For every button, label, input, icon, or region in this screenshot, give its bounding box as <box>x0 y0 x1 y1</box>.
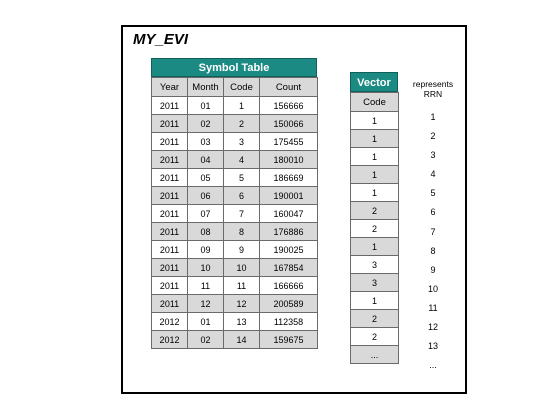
vector-cell: 1 <box>351 112 399 130</box>
table-cell: 2012 <box>152 313 188 331</box>
list-item <box>351 202 399 220</box>
table-row <box>152 187 318 205</box>
table-cell: 04 <box>188 151 224 169</box>
table-cell: 2011 <box>152 115 188 133</box>
column-header: Code <box>351 93 399 112</box>
table-cell: 2011 <box>152 205 188 223</box>
list-item <box>351 346 399 364</box>
table-cell: 175455 <box>260 133 318 151</box>
rrn-value: 10 <box>427 283 438 294</box>
table-cell: 2012 <box>152 331 188 349</box>
column-header: Year <box>152 78 188 97</box>
table-cell: 11 <box>224 277 260 295</box>
table-cell: 09 <box>188 241 224 259</box>
rrn-label <box>401 79 465 108</box>
column-header: Code <box>224 78 260 97</box>
list-item <box>351 184 399 202</box>
list-item <box>351 292 399 310</box>
table-cell: 03 <box>188 133 224 151</box>
vector-cell: 2 <box>351 328 399 346</box>
table-row <box>152 331 318 349</box>
table-cell: 2011 <box>152 187 188 205</box>
table-cell: 2011 <box>152 259 188 277</box>
table-cell: 160047 <box>260 205 318 223</box>
table-row <box>152 205 318 223</box>
table-cell: 2011 <box>152 151 188 169</box>
table-row <box>152 169 318 187</box>
table-cell: 3 <box>224 133 260 151</box>
rrn-value: 1 <box>430 112 436 122</box>
table-cell: 1 <box>224 97 260 115</box>
vector-header: Vector <box>350 72 398 92</box>
table-cell: 2011 <box>152 241 188 259</box>
vector-cell: 2 <box>351 310 399 328</box>
rrn-column <box>401 79 465 375</box>
table-cell: 2011 <box>152 295 188 313</box>
list-item <box>351 310 399 328</box>
table-cell: 8 <box>224 223 260 241</box>
list-item <box>351 166 399 184</box>
table-cell: 150066 <box>260 115 318 133</box>
vector-cell: 1 <box>351 184 399 202</box>
list-item <box>351 148 399 166</box>
table-cell: 05 <box>188 169 224 187</box>
table-cell: 190025 <box>260 241 318 259</box>
table-cell: 2011 <box>152 133 188 151</box>
rrn-value: 8 <box>430 245 436 256</box>
table-cell: 200589 <box>260 295 318 313</box>
vector-cell: ... <box>351 346 399 364</box>
rrn-value: 13 <box>427 341 438 352</box>
rrn-value: 2 <box>430 131 436 142</box>
table-cell: 01 <box>188 97 224 115</box>
table-cell: 08 <box>188 223 224 241</box>
rrn-value: 6 <box>430 207 436 218</box>
table-cell: 11 <box>188 277 224 295</box>
vector-cell: 2 <box>351 220 399 238</box>
list-item <box>351 112 399 130</box>
table-row <box>152 295 318 313</box>
table-row <box>152 223 318 241</box>
list-item <box>351 130 399 148</box>
table-cell: 14 <box>224 331 260 349</box>
list-item <box>351 220 399 238</box>
vector-grid <box>350 92 399 364</box>
table-cell: 2011 <box>152 169 188 187</box>
column-header: Month <box>188 78 224 97</box>
table-row <box>152 277 318 295</box>
table-cell: 5 <box>224 169 260 187</box>
rrn-value: 12 <box>427 322 438 333</box>
table-row <box>152 313 318 331</box>
table-cell: 10 <box>224 259 260 277</box>
table-cell: 7 <box>224 205 260 223</box>
list-item <box>351 238 399 256</box>
rrn-value: 7 <box>430 226 436 237</box>
rrn-label-line2: RRN <box>423 89 443 99</box>
vector-cell: 3 <box>351 256 399 274</box>
vector-cell: 1 <box>351 148 399 166</box>
vector-cell: 1 <box>351 130 399 148</box>
table-cell: 10 <box>188 259 224 277</box>
table-cell: 186669 <box>260 169 318 187</box>
column-header: Count <box>260 78 318 97</box>
table-cell: 2011 <box>152 97 188 115</box>
table-cell: 01 <box>188 313 224 331</box>
table-cell: 12 <box>188 295 224 313</box>
list-item <box>351 274 399 292</box>
table-row <box>152 97 318 115</box>
table-row <box>152 133 318 151</box>
table-cell: 07 <box>188 205 224 223</box>
table-cell: 9 <box>224 241 260 259</box>
rrn-label-line1: represents <box>412 79 454 89</box>
table-cell: 180010 <box>260 151 318 169</box>
table-cell: 12 <box>224 295 260 313</box>
vector-column-header <box>351 93 399 112</box>
table-row <box>152 151 318 169</box>
list-item <box>351 328 399 346</box>
symbol-table-column-header <box>152 78 318 97</box>
diagram-title: MY_EVI <box>133 31 189 48</box>
symbol-table-grid <box>151 77 318 349</box>
vector-cell: 2 <box>351 202 399 220</box>
my-evi-frame <box>121 25 467 394</box>
vector-cell: 1 <box>351 292 399 310</box>
rrn-value: ... <box>429 360 437 371</box>
rrn-list <box>401 108 465 375</box>
symbol-table-header: Symbol Table <box>151 58 317 77</box>
table-row <box>152 241 318 259</box>
symbol-table <box>151 58 318 349</box>
table-cell: 02 <box>188 331 224 349</box>
table-cell: 166666 <box>260 277 318 295</box>
list-item <box>351 256 399 274</box>
table-cell: 167854 <box>260 259 318 277</box>
vector-cell: 1 <box>351 166 399 184</box>
rrn-value: 9 <box>430 264 436 275</box>
table-row <box>152 259 318 277</box>
vector-cell: 3 <box>351 274 399 292</box>
table-cell: 6 <box>224 187 260 205</box>
table-row <box>152 115 318 133</box>
rrn-value: 4 <box>430 169 436 180</box>
table-cell: 2 <box>224 115 260 133</box>
table-cell: 06 <box>188 187 224 205</box>
table-cell: 190001 <box>260 187 318 205</box>
rrn-value: 11 <box>428 302 438 313</box>
table-cell: 112358 <box>260 313 318 331</box>
table-cell: 159675 <box>260 331 318 349</box>
table-cell: 2011 <box>152 277 188 295</box>
table-cell: 02 <box>188 115 224 133</box>
table-cell: 176886 <box>260 223 318 241</box>
vector-table <box>350 72 399 364</box>
table-cell: 2011 <box>152 223 188 241</box>
table-cell: 156666 <box>260 97 318 115</box>
rrn-value: 3 <box>430 150 436 161</box>
rrn-value: 5 <box>430 188 436 199</box>
table-cell: 13 <box>224 313 260 331</box>
vector-cell: 1 <box>351 238 399 256</box>
table-cell: 4 <box>224 151 260 169</box>
